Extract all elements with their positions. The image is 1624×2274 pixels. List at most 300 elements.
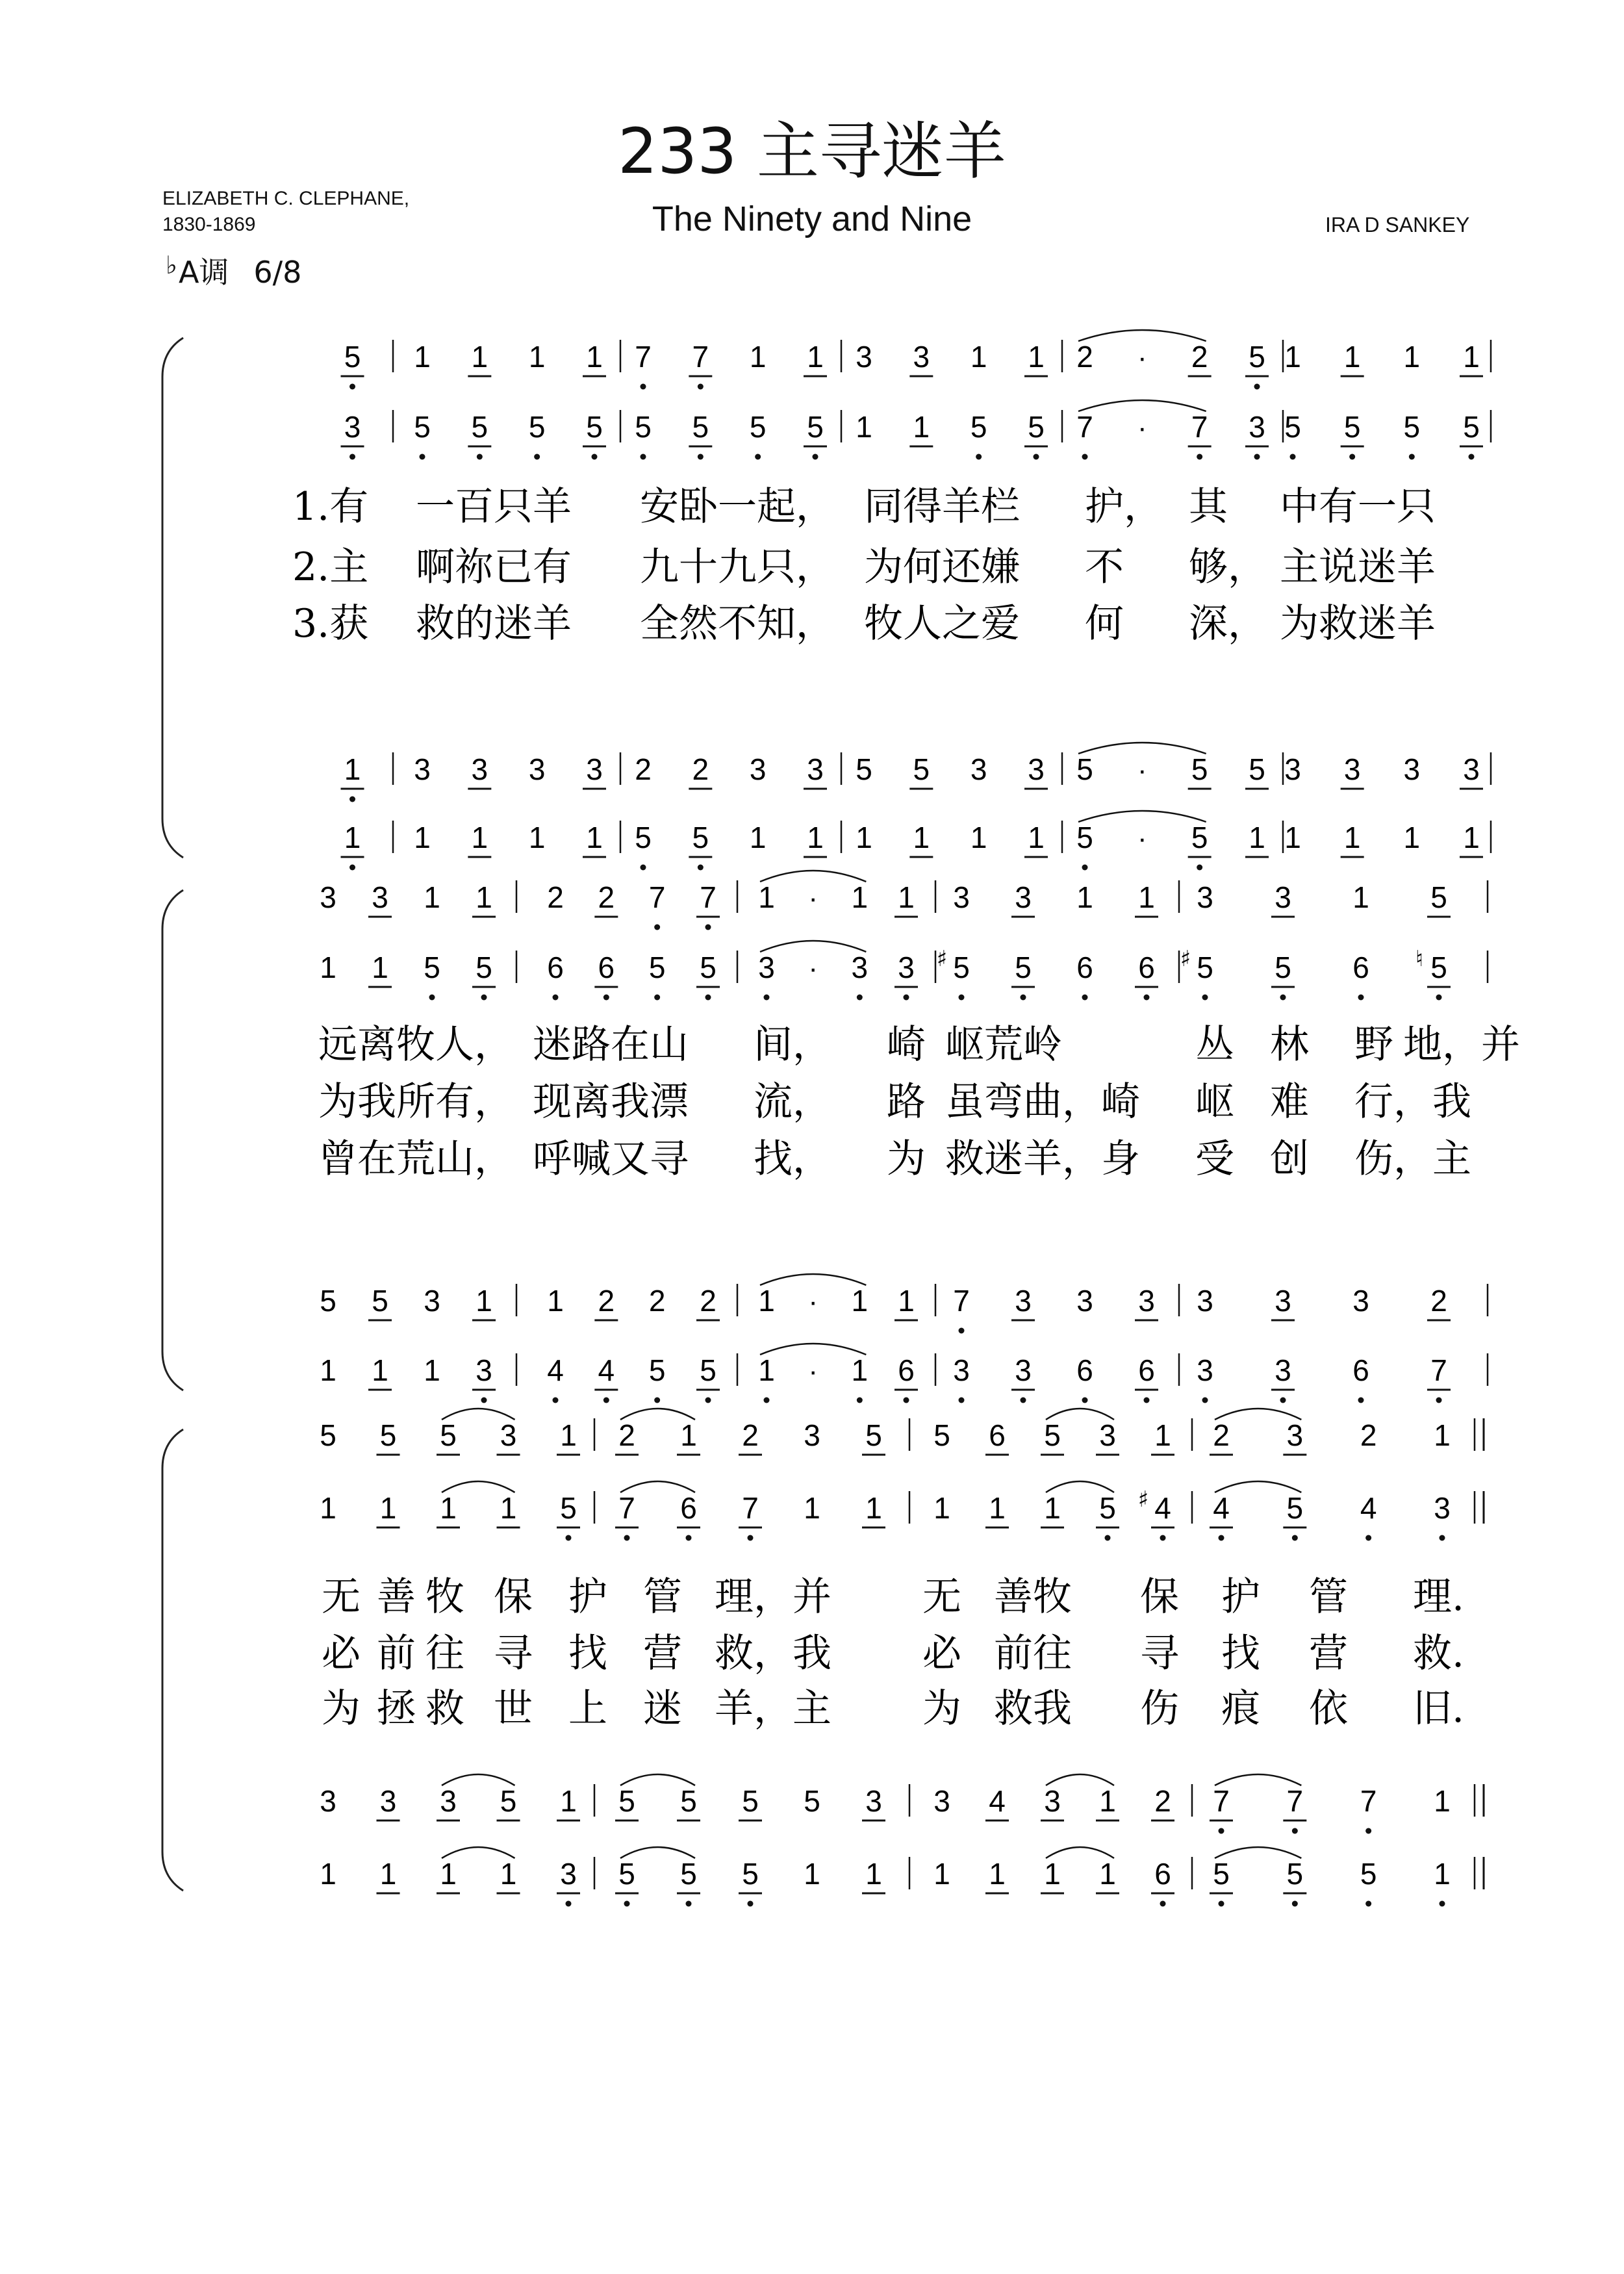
- low-octave-dot: [1144, 995, 1150, 1001]
- low-octave-dot: [1082, 865, 1088, 871]
- note-digit: 1: [856, 821, 872, 854]
- lyric-syllable: 为何还嫌: [864, 544, 1020, 590]
- note-digit: 3: [1015, 1353, 1032, 1387]
- low-octave-dot: [748, 1535, 754, 1541]
- low-octave-dot: [1202, 1398, 1208, 1403]
- note-digit: 1: [1154, 1418, 1171, 1452]
- note-digit: 2: [635, 752, 652, 786]
- lyric-syllable: 营: [1309, 1631, 1348, 1676]
- note-digit: 6: [1154, 1857, 1171, 1891]
- note-digit: 1: [807, 340, 824, 374]
- system-bracket: [162, 890, 183, 1390]
- low-octave-dot: [1365, 1535, 1371, 1541]
- lyric-syllable: 创: [1270, 1136, 1309, 1182]
- duration-dot: ·: [808, 882, 818, 914]
- lyricist-dates: 1830-1869: [162, 214, 256, 235]
- note-digit: 1: [933, 1491, 950, 1525]
- note-digit: 1: [1138, 880, 1155, 914]
- note-digit: 1: [1403, 821, 1421, 854]
- note-digit: 6: [898, 1353, 915, 1387]
- note-digit: 5: [648, 1353, 666, 1387]
- lyric-syllable: 路: [887, 1079, 926, 1125]
- note-digit: 3: [1138, 1284, 1155, 1318]
- note-digit: 7: [1286, 1784, 1304, 1818]
- lyric-syllable: 找: [568, 1631, 607, 1676]
- lyric-syllable: 一百只羊: [416, 484, 572, 530]
- note-digit: 5: [500, 1784, 517, 1818]
- note-digit: 1: [807, 821, 824, 854]
- low-octave-dot: [349, 865, 355, 871]
- low-octave-dot: [1034, 454, 1039, 460]
- note-digit: 1: [500, 1491, 517, 1525]
- lyric-syllable: 往: [425, 1631, 464, 1676]
- note-digit: 1: [865, 1857, 882, 1891]
- lyric-syllable: 为: [922, 1686, 961, 1731]
- lyric-syllable: 全然不知，: [640, 601, 835, 646]
- lyric-syllable: 为救迷羊: [1280, 601, 1436, 646]
- note-digit: 3: [586, 752, 603, 786]
- low-octave-dot: [748, 1901, 754, 1907]
- lyric-syllable: 野: [1354, 1022, 1393, 1067]
- note-digit: 4: [1360, 1491, 1377, 1525]
- note-digit: 1: [1463, 821, 1480, 854]
- lyric-syllable: 护，: [1085, 484, 1163, 530]
- note-digit: 1: [913, 410, 930, 444]
- note-digit: 7: [635, 340, 652, 374]
- note-digit: 7: [648, 880, 666, 914]
- note-digit: 1: [1099, 1857, 1116, 1891]
- low-octave-dot: [566, 1535, 572, 1541]
- system-3: [162, 1409, 1484, 1907]
- note-digit: 1: [379, 1857, 397, 1891]
- note-digit: 1: [1249, 821, 1265, 854]
- lyric-syllable: 救迷羊，身: [945, 1136, 1140, 1182]
- lyric-syllable: 行，我: [1354, 1079, 1471, 1125]
- note-digit: 1: [758, 1353, 775, 1387]
- note-digit: 5: [1028, 410, 1045, 444]
- low-octave-dot: [1292, 1828, 1298, 1834]
- note-digit: 5: [1076, 821, 1093, 854]
- note-digit: 7: [692, 340, 709, 374]
- note-digit: 1: [970, 340, 987, 374]
- lyric-syllable: 2.主: [292, 544, 369, 590]
- lyric-syllable: 救我: [994, 1686, 1072, 1731]
- low-octave-dot: [755, 454, 761, 460]
- low-octave-dot: [654, 1398, 660, 1403]
- note-digit: 5: [476, 951, 492, 984]
- note-digit: 1: [898, 880, 915, 914]
- note-digit: 5: [1284, 410, 1301, 444]
- low-octave-dot: [705, 995, 711, 1001]
- low-octave-dot: [641, 384, 646, 390]
- note-digit: 1: [414, 821, 431, 854]
- lyric-syllable: 救.: [1413, 1631, 1465, 1676]
- note-digit: 3: [528, 752, 546, 786]
- lyric-syllable: 崎: [887, 1022, 926, 1067]
- note-digit: 1: [344, 752, 361, 786]
- low-octave-dot: [1358, 995, 1364, 1001]
- lyric-syllable: 曾在荒山，: [318, 1136, 513, 1182]
- low-octave-dot: [1290, 454, 1296, 460]
- low-octave-dot: [654, 995, 660, 1001]
- note-digit: 1: [749, 821, 767, 854]
- low-octave-dot: [1365, 1901, 1371, 1907]
- note-digit: 5: [692, 821, 709, 854]
- note-digit: 1: [320, 1857, 336, 1891]
- note-digit: 2: [598, 880, 615, 914]
- note-digit: 6: [1138, 951, 1155, 984]
- note-digit: 3: [440, 1784, 457, 1818]
- note-digit: 1: [1099, 1784, 1116, 1818]
- composer-credit: IRA D SANKEY: [1325, 213, 1470, 236]
- low-octave-dot: [534, 454, 540, 460]
- low-octave-dot: [420, 454, 425, 460]
- lyric-syllable: 无: [922, 1574, 961, 1620]
- note-digit: 1: [1434, 1857, 1451, 1891]
- low-octave-dot: [654, 925, 660, 930]
- note-digit: 3: [372, 880, 388, 914]
- lyric-syllable: 无: [322, 1574, 361, 1620]
- note-digit: 6: [1138, 1353, 1155, 1387]
- note-digit: 1: [1343, 821, 1361, 854]
- note-digit: 3: [1249, 410, 1265, 444]
- note-digit: 5: [320, 1418, 336, 1452]
- low-octave-dot: [1219, 1828, 1224, 1834]
- low-octave-dot: [1365, 1828, 1371, 1834]
- note-digit: 5: [560, 1491, 577, 1525]
- tie-slur: [760, 1274, 866, 1285]
- tie-slur: [760, 1344, 866, 1355]
- note-digit: 7: [1213, 1784, 1230, 1818]
- lyric-syllable: 旧.: [1413, 1686, 1465, 1731]
- note-digit: 1: [898, 1284, 915, 1318]
- low-octave-dot: [705, 925, 711, 930]
- low-octave-dot: [1021, 1398, 1026, 1403]
- note-digit: 1: [749, 340, 767, 374]
- note-digit: 6: [1076, 1353, 1093, 1387]
- note-digit: 3: [1434, 1491, 1451, 1525]
- lyric-syllable: 管: [643, 1574, 682, 1620]
- lyric-syllable: 远离牧人，: [318, 1022, 513, 1067]
- note-digit: 5: [344, 340, 361, 374]
- note-digit: 1: [320, 951, 336, 984]
- low-octave-dot: [1082, 454, 1088, 460]
- note-digit: 5: [440, 1418, 457, 1452]
- note-digit: 5: [865, 1418, 882, 1452]
- low-octave-dot: [1440, 1535, 1445, 1541]
- note-digit: 1: [758, 1284, 775, 1318]
- note-digit: 2: [1213, 1418, 1230, 1452]
- note-digit: 5: [1249, 752, 1265, 786]
- note-digit: 3: [500, 1418, 517, 1452]
- lyric-syllable: 必: [322, 1631, 361, 1676]
- note-digit: 5: [1191, 752, 1208, 786]
- note-digit: 3: [933, 1784, 950, 1818]
- low-octave-dot: [429, 995, 435, 1001]
- lyric-syllable: 其: [1189, 484, 1228, 530]
- key-name: A调: [178, 255, 229, 290]
- note-digit: 5: [424, 951, 440, 984]
- note-digit: 4: [547, 1353, 564, 1387]
- low-octave-dot: [1219, 1535, 1224, 1541]
- note-digit: 5: [635, 410, 652, 444]
- low-octave-dot: [349, 797, 355, 802]
- low-octave-dot: [481, 1398, 487, 1403]
- english-title: The Ninety and Nine: [652, 199, 972, 238]
- note-digit: 1: [865, 1491, 882, 1525]
- low-octave-dot: [1219, 1901, 1224, 1907]
- note-digit: 6: [547, 951, 564, 984]
- lyric-syllable: 牧: [425, 1574, 464, 1620]
- system-bracket: [162, 338, 183, 858]
- note-digit: 3: [953, 1353, 970, 1387]
- note-digit: 3: [344, 410, 361, 444]
- lyric-syllable: 善牧: [994, 1574, 1072, 1620]
- note-digit: 2: [1360, 1418, 1377, 1452]
- note-digit: 2: [742, 1418, 759, 1452]
- note-digit: 3: [749, 752, 767, 786]
- lyric-syllable: 现离我漂: [533, 1079, 689, 1125]
- lyric-syllable: 难: [1270, 1079, 1309, 1125]
- low-octave-dot: [1105, 1535, 1111, 1541]
- low-octave-dot: [1469, 454, 1475, 460]
- note-digit: 1: [1044, 1491, 1061, 1525]
- note-digit: 3: [1343, 752, 1361, 786]
- lyric-syllable: 保: [494, 1574, 533, 1620]
- note-digit: 5: [692, 410, 709, 444]
- note-digit: 5: [856, 752, 872, 786]
- note-digit: 1: [586, 821, 603, 854]
- lyric-syllable: 伤，主: [1354, 1136, 1471, 1182]
- note-digit: 7: [618, 1491, 635, 1525]
- note-digit: 5: [1197, 951, 1213, 984]
- lyric-syllable: 前往: [994, 1631, 1072, 1676]
- low-octave-dot: [1358, 1398, 1364, 1403]
- low-octave-dot: [959, 1398, 965, 1403]
- tie-slur: [1078, 400, 1206, 411]
- tie-slur: [760, 941, 866, 952]
- lyric-syllable: 迷: [643, 1686, 682, 1731]
- note-digit: 3: [1099, 1418, 1116, 1452]
- note-digit: 5: [1044, 1418, 1061, 1452]
- lyric-syllable: 九十九只，: [640, 544, 835, 590]
- lyric-syllable: 理.: [1413, 1574, 1465, 1620]
- low-octave-dot: [904, 995, 909, 1001]
- note-digit: 1: [1434, 1418, 1451, 1452]
- note-digit: 3: [320, 880, 336, 914]
- note-digit: 3: [1286, 1418, 1304, 1452]
- lyric-syllable: 前: [377, 1631, 416, 1676]
- note-digit: 5: [1213, 1857, 1230, 1891]
- note-digit: 1: [379, 1491, 397, 1525]
- note-digit: 2: [547, 880, 564, 914]
- note-digit: 6: [598, 951, 615, 984]
- note-digit: 5: [1015, 951, 1032, 984]
- note-digit: 5: [807, 410, 824, 444]
- note-digit: 5: [1463, 410, 1480, 444]
- note-digit: 5: [586, 410, 603, 444]
- note-digit: 1: [680, 1418, 697, 1452]
- low-octave-dot: [553, 995, 559, 1001]
- lyric-syllable: 1.有: [292, 484, 369, 530]
- note-digit: 1: [528, 340, 546, 374]
- note-digit: 7: [1076, 410, 1093, 444]
- low-octave-dot: [603, 995, 609, 1001]
- note-digit: 1: [856, 410, 872, 444]
- note-digit: 1: [424, 880, 440, 914]
- note-digit: 3: [807, 752, 824, 786]
- note-digit: 4: [1213, 1491, 1230, 1525]
- lyric-syllable: 寻: [1140, 1631, 1179, 1676]
- note-digit: 3: [560, 1857, 577, 1891]
- low-octave-dot: [1436, 1398, 1442, 1403]
- natural-sign: ♮: [1415, 946, 1424, 972]
- lyric-syllable: 中有一只: [1280, 484, 1436, 530]
- note-digit: 7: [700, 880, 717, 914]
- sharp-sign: ♯: [1137, 1487, 1149, 1513]
- note-digit: 1: [414, 340, 431, 374]
- low-octave-dot: [1082, 995, 1088, 1001]
- note-digit: 1: [547, 1284, 564, 1318]
- lyric-syllable: 依: [1309, 1686, 1348, 1731]
- note-digit: 5: [749, 410, 767, 444]
- low-octave-dot: [698, 454, 704, 460]
- lyric-syllable: 深，: [1189, 601, 1267, 646]
- lyric-syllable: 迷路在山: [533, 1022, 689, 1067]
- low-octave-dot: [1160, 1901, 1166, 1907]
- note-digit: 1: [586, 340, 603, 374]
- note-digit: 1: [1044, 1857, 1061, 1891]
- low-octave-dot: [1144, 1398, 1150, 1403]
- lyric-syllable: 流，: [754, 1079, 831, 1125]
- low-octave-dot: [1021, 995, 1026, 1001]
- note-digit: 1: [989, 1857, 1006, 1891]
- note-digit: 1: [1463, 340, 1480, 374]
- low-octave-dot: [1409, 454, 1415, 460]
- low-octave-dot: [641, 865, 646, 871]
- note-digit: 5: [1360, 1857, 1377, 1891]
- low-octave-dot: [1197, 865, 1202, 871]
- note-digit: 1: [440, 1491, 457, 1525]
- note-digit: 3: [1015, 1284, 1032, 1318]
- note-digit: 5: [1403, 410, 1421, 444]
- note-digit: 3: [1197, 1353, 1213, 1387]
- note-digit: 1: [476, 880, 492, 914]
- note-digit: 5: [1430, 951, 1447, 984]
- note-digit: 1: [476, 1284, 492, 1318]
- note-digit: 1: [851, 1284, 869, 1318]
- lyric-syllable: 必: [922, 1631, 961, 1676]
- note-digit: 1: [320, 1353, 336, 1387]
- lyric-syllable: 间，: [754, 1022, 831, 1067]
- low-octave-dot: [624, 1901, 630, 1907]
- note-digit: 4: [598, 1353, 615, 1387]
- note-digit: 1: [1028, 340, 1045, 374]
- lyric-syllable: 救: [425, 1686, 464, 1731]
- note-digit: 3: [1403, 752, 1421, 786]
- low-octave-dot: [1197, 454, 1202, 460]
- note-digit: 1: [344, 821, 361, 854]
- lyric-syllable: 岖荒岭: [945, 1022, 1062, 1067]
- note-digit: 5: [1099, 1491, 1116, 1525]
- lyric-syllable: 找，: [754, 1136, 831, 1182]
- note-digit: 5: [320, 1284, 336, 1318]
- low-octave-dot: [705, 1398, 711, 1403]
- duration-dot: ·: [1137, 823, 1147, 854]
- note-digit: 3: [804, 1418, 820, 1452]
- lyric-syllable: 上: [568, 1686, 607, 1731]
- note-digit: 5: [414, 410, 431, 444]
- lyric-syllable: 同得羊栏: [864, 484, 1020, 530]
- lyric-syllable: 伤: [1140, 1686, 1179, 1731]
- duration-dot: ·: [808, 952, 818, 984]
- note-digit: 3: [758, 951, 775, 984]
- low-octave-dot: [904, 1398, 909, 1403]
- lyric-syllable: 啊祢已有: [416, 544, 572, 590]
- note-digit: 1: [1352, 880, 1369, 914]
- note-digit: 5: [970, 410, 987, 444]
- lyric-syllable: 够，: [1189, 544, 1267, 590]
- low-octave-dot: [1436, 995, 1442, 1001]
- tie-slur: [1078, 330, 1206, 341]
- duration-dot: ·: [1137, 412, 1147, 444]
- low-octave-dot: [959, 1328, 965, 1334]
- lyric-syllable: 为: [322, 1686, 361, 1731]
- tie-slur: [1078, 743, 1206, 754]
- note-digit: 5: [1343, 410, 1361, 444]
- lyric-syllable: 世: [494, 1686, 533, 1731]
- lyric-syllable: 护: [1221, 1574, 1260, 1620]
- note-digit: 1: [372, 1353, 388, 1387]
- sharp-sign: ♯: [936, 946, 948, 972]
- note-digit: 1: [913, 821, 930, 854]
- note-digit: 1: [970, 821, 987, 854]
- note-digit: 3: [1275, 1353, 1291, 1387]
- note-digit: 5: [742, 1857, 759, 1891]
- lyric-syllable: 3.获: [292, 601, 369, 646]
- low-octave-dot: [1202, 995, 1208, 1001]
- note-digit: 5: [933, 1418, 950, 1452]
- note-digit: 5: [804, 1784, 820, 1818]
- system-2: [162, 871, 1520, 1403]
- note-digit: 1: [804, 1491, 820, 1525]
- note-digit: 3: [970, 752, 987, 786]
- note-digit: 1: [851, 880, 869, 914]
- note-digit: 5: [913, 752, 930, 786]
- note-digit: 5: [700, 1353, 717, 1387]
- note-digit: 1: [1028, 821, 1045, 854]
- lyric-syllable: 找: [1221, 1631, 1260, 1676]
- note-digit: 1: [851, 1353, 869, 1387]
- note-digit: 1: [560, 1418, 577, 1452]
- note-digit: 3: [1275, 880, 1291, 914]
- duration-dot: ·: [808, 1286, 818, 1318]
- duration-dot: ·: [1137, 754, 1147, 786]
- tie-slur: [760, 871, 866, 882]
- note-digit: 5: [1191, 821, 1208, 854]
- note-digit: 2: [1076, 340, 1093, 374]
- note-digit: 7: [742, 1491, 759, 1525]
- note-digit: 3: [865, 1784, 882, 1818]
- lyric-syllable: 不: [1085, 544, 1124, 590]
- note-digit: 1: [320, 1491, 336, 1525]
- sharp-sign: ♯: [1180, 946, 1191, 972]
- note-digit: 4: [1154, 1491, 1171, 1525]
- duration-dot: ·: [1137, 342, 1147, 374]
- note-digit: 3: [424, 1284, 440, 1318]
- low-octave-dot: [764, 995, 770, 1001]
- low-octave-dot: [959, 995, 965, 1001]
